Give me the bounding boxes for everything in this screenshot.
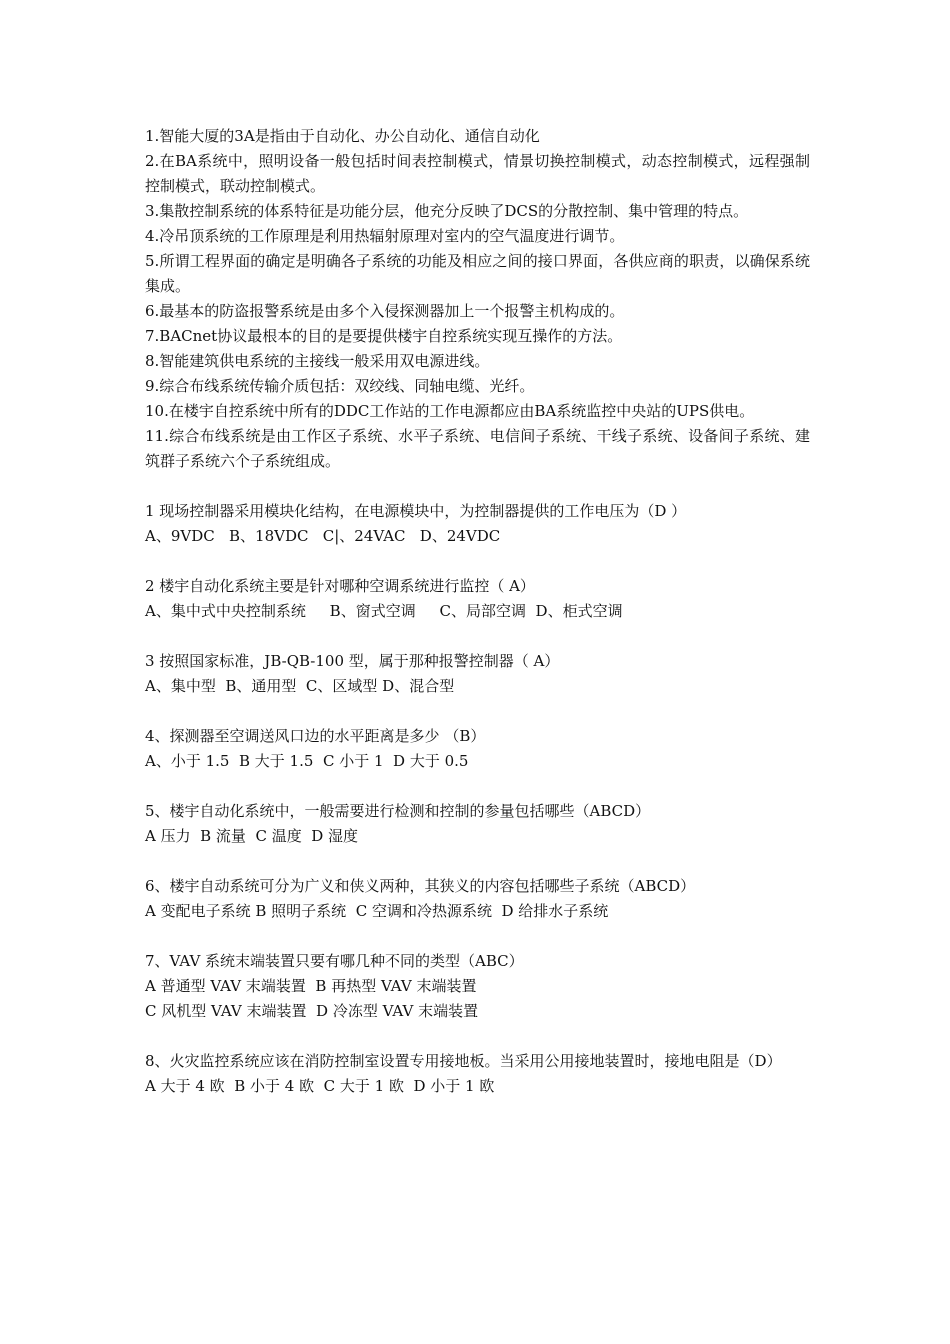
statement-10: 10.在楼宇自控系统中所有的DDC工作站的工作电源都应由BA系统监控中央站的UPS供电。 [145, 402, 755, 420]
question-options: A、9VDC B、18VDC C|、24VAC D、24VDC [145, 527, 501, 545]
question-text: 7、VAV 系统末端装置只要有哪几种不同的类型（ABC） [145, 952, 524, 970]
question-text: 1 现场控制器采用模块化结构，在电源模块中，为控制器提供的工作电压为（D ） [145, 502, 687, 520]
question-text: 5、楼宇自动化系统中，一般需要进行检测和控制的参量包括哪些（ABCD） [145, 802, 651, 820]
statement-7: 7.BACnet协议最根本的目的是要提供楼宇自控系统实现互操作的方法。 [145, 327, 623, 345]
spacer [145, 549, 810, 574]
spacer [145, 624, 810, 649]
question-6 [145, 874, 810, 924]
spacer [145, 774, 810, 799]
statement-8: 8.智能建筑供电系统的主接线一般采用双电源进线。 [145, 352, 490, 370]
question-7 [145, 949, 810, 1024]
statement-4: 4.冷吊顶系统的工作原理是利用热辐射原理对室内的空气温度进行调节。 [145, 227, 625, 245]
statements-section [145, 124, 810, 474]
question-5 [145, 799, 810, 849]
spacer [145, 924, 810, 949]
question-text: 4、探测器至空调送风口边的水平距离是多少 （B） [145, 727, 486, 745]
spacer [145, 849, 810, 874]
statement-1: 1.智能大厦的3A是指由于自动化、办公自动化、通信自动化 [145, 127, 540, 145]
spacer [145, 699, 810, 724]
question-4 [145, 724, 810, 774]
statement-5: 5.所谓工程界面的确定是明确各子系统的功能及相应之间的接口界面，各供应商的职责，以确保系统集成。 [145, 252, 810, 295]
question-options: A、集中型 B、通用型 C、区域型 D、混合型 [145, 677, 455, 695]
statement-9: 9.综合布线系统传输介质包括：双绞线、同轴电缆、光纤。 [145, 377, 535, 395]
statement-11: 11.综合布线系统是由工作区子系统、水平子系统、电信间子系统、干线子系统、设备间子系统、建筑群子系统六个子系统组成。 [145, 427, 810, 470]
document-page [145, 124, 810, 1099]
question-1 [145, 499, 810, 549]
statement-3: 3.集散控制系统的体系特征是功能分层，他充分反映了DCS的分散控制、集中管理的特点。 [145, 202, 749, 220]
question-text: 3 按照国家标准，JB-QB-100 型，属于那种报警控制器（ A） [145, 652, 560, 670]
statement-2: 2.在BA系统中，照明设备一般包括时间表控制模式，情景切换控制模式，动态控制模式，远程强制控制模式，联动控制模式。 [145, 152, 810, 195]
spacer [145, 474, 810, 499]
question-text: 8、火灾监控系统应该在消防控制室设置专用接地板。当采用公用接地装置时，接地电阻是（D） [145, 1052, 782, 1070]
question-options: A 压力 B 流量 C 温度 D 湿度 [145, 827, 359, 845]
question-options: A 变配电子系统 B 照明子系统 C 空调和冷热源系统 D 给排水子系统 [145, 902, 609, 920]
question-text: 2 楼宇自动化系统主要是针对哪种空调系统进行监控（ A） [145, 577, 535, 595]
question-text: 6、楼宇自动系统可分为广义和侠义两种，其狭义的内容包括哪些子系统（ABCD） [145, 877, 696, 895]
question-2 [145, 574, 810, 624]
question-8 [145, 1049, 810, 1099]
question-options: A 普通型 VAV 末端装置 B 再热型 VAV 末端装置 [145, 977, 477, 995]
question-options: C 风机型 VAV 末端装置 D 冷冻型 VAV 末端装置 [145, 1002, 479, 1020]
question-options: A、集中式中央控制系统 B、窗式空调 C、局部空调 D、柜式空调 [145, 602, 623, 620]
question-3 [145, 649, 810, 699]
spacer [145, 1024, 810, 1049]
statement-6: 6.最基本的防盗报警系统是由多个入侵探测器加上一个报警主机构成的。 [145, 302, 625, 320]
question-options: A、小于 1.5 B 大于 1.5 C 小于 1 D 大于 0.5 [145, 752, 469, 770]
question-options: A 大于 4 欧 B 小于 4 欧 C 大于 1 欧 D 小于 1 欧 [145, 1077, 495, 1095]
